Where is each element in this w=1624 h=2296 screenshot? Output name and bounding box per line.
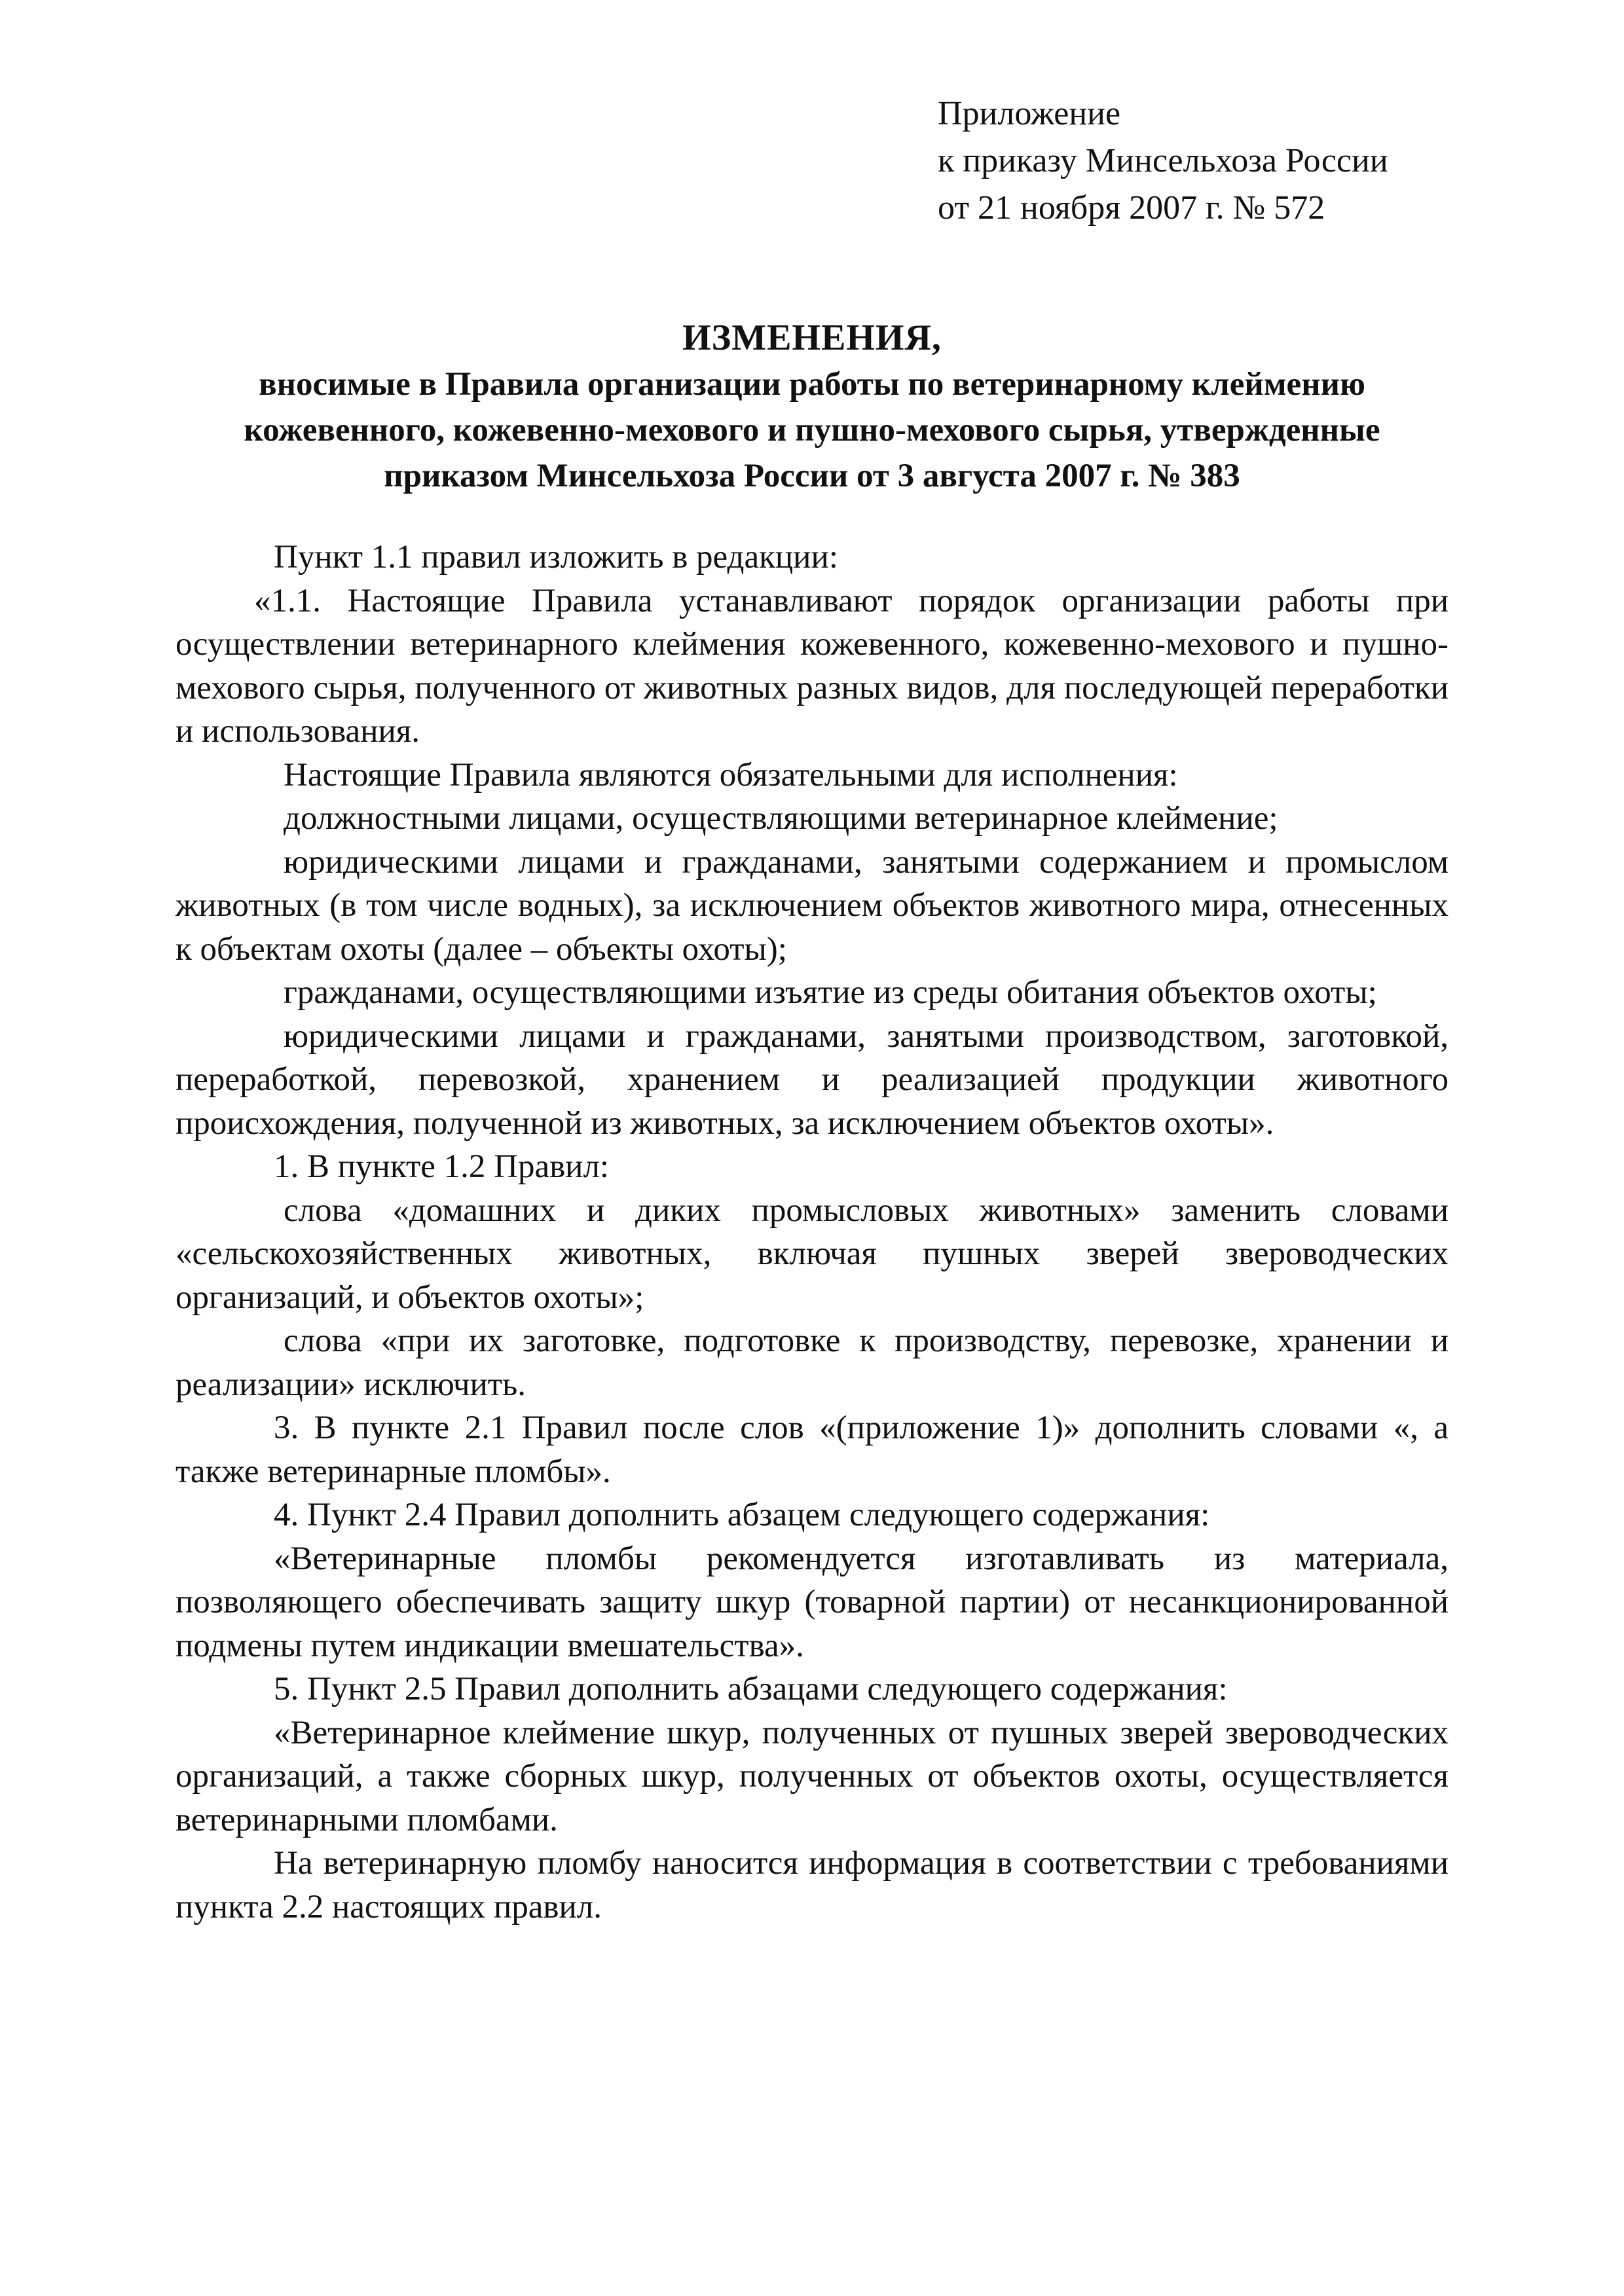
paragraph: слова «домашних и диких промысловых животных» заменить словами «сельскохозяйственных животных, включая пушных зверей звероводческих организаций, и объектов охоты»; bbox=[175, 1192, 1449, 1316]
document-heading bbox=[175, 314, 1449, 499]
paragraph: Настоящие Правила являются обязательными для исполнения: bbox=[284, 756, 1178, 793]
paragraph: На ветеринарную пломбу наносится информация в соответствии с требованиями пункта 2.2 настоящих правил. bbox=[175, 1845, 1449, 1925]
document-body bbox=[175, 536, 1449, 1929]
paragraph: «Ветеринарное клеймение шкур, полученных от пушных зверей звероводческих организаций, а также сборных шкур, полученных от объектов охоты, осуществляется ветеринарными пломбами. bbox=[175, 1714, 1449, 1838]
paragraph: слова «при их заготовке, подготовке к производству, перевозке, хранении и реализации» исключить. bbox=[175, 1322, 1449, 1403]
paragraph: «1.1. Настоящие Правила устанавливают порядок организации работы при осуществлении ветеринарного клеймения кожевенного, кожевенно-мехового и пушно-мехового сырья, полученного от животных разных видов, для последующей переработки и использования. bbox=[175, 582, 1449, 750]
paragraph: гражданами, осуществляющими изъятие из среды обитания объектов охоты; bbox=[284, 974, 1377, 1011]
heading-title: ИЗМЕНЕНИЯ, bbox=[682, 318, 942, 358]
appendix-block bbox=[938, 90, 1527, 232]
heading-subtitle: вносимые в Правила организации работы по ветеринарному клеймению кожевенного, кожевенно-мехового и пушно-мехового сырья, утвержденные приказом Минсельхоза России от 3 августа 2007 г. № 383 bbox=[244, 366, 1380, 494]
paragraph: 4. Пункт 2.4 Правил дополнить абзацем следующего содержания: bbox=[274, 1497, 1210, 1533]
paragraph: должностными лицами, осуществляющими ветеринарное клеймение; bbox=[284, 800, 1278, 837]
appendix-order-ref: к приказу Минсельхоза России bbox=[938, 142, 1388, 179]
paragraph: «Ветеринарные пломбы рекомендуется изготавливать из материала, позволяющего обеспечивать защиту шкур (товарной партии) от несанкционированной подмены путем индикации вмешательства». bbox=[175, 1540, 1449, 1664]
appendix-label: Приложение bbox=[938, 95, 1121, 132]
appendix-order-date: от 21 ноября 2007 г. № 572 bbox=[938, 189, 1325, 227]
paragraph: юридическими лицами и гражданами, занятыми содержанием и промыслом животных (в том числе водных), за исключением объектов животного мира, отнесенных к объектам охоты (далее – объекты охоты); bbox=[175, 843, 1449, 968]
paragraph: юридическими лицами и гражданами, занятыми производством, заготовкой, переработкой, перевозкой, хранением и реализацией продукции животного происхождения, полученной из животных, за исключением объектов охоты». bbox=[175, 1017, 1449, 1142]
paragraph: 5. Пункт 2.5 Правил дополнить абзацами следующего содержания: bbox=[274, 1671, 1228, 1707]
paragraph: 1. В пункте 1.2 Правил: bbox=[274, 1148, 610, 1185]
paragraph: 3. В пункте 2.1 Правил после слов «(приложение 1)» дополнить словами «, а также ветеринарные пломбы». bbox=[175, 1410, 1449, 1490]
paragraph: Пункт 1.1 правил изложить в редакции: bbox=[274, 539, 838, 575]
